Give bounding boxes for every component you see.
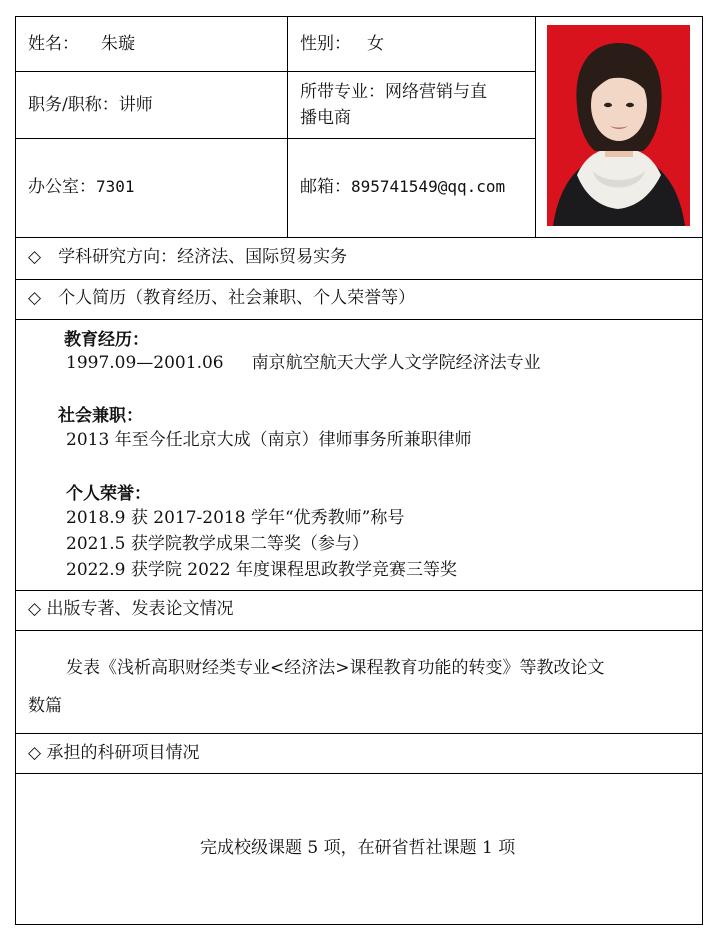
- resume-header: ◇ 个人简历（教育经历、社会兼职、个人荣誉等）: [28, 288, 416, 308]
- office-value: 7301: [96, 177, 135, 196]
- major-label: 所带专业：: [300, 82, 385, 102]
- honor-item: 2018.9 获 2017-2018 学年“优秀教师”称号: [66, 508, 405, 528]
- gender-field: [300, 31, 384, 57]
- honor-item: 2021.5 获学院教学成果二等奖（参与）: [66, 534, 369, 554]
- gender-label: 性别：: [300, 34, 351, 54]
- publications-header: ◇ 出版专著、发表论文情况: [28, 599, 234, 619]
- name-value: 朱璇: [101, 34, 135, 54]
- name-field: [28, 31, 135, 57]
- divider: [287, 17, 288, 237]
- office-label: 办公室：: [28, 177, 96, 197]
- title-field: [28, 92, 153, 118]
- title-label: 职务/职称：: [28, 95, 119, 115]
- major-field: [300, 79, 487, 131]
- divider: [16, 71, 535, 72]
- divider: [16, 590, 702, 591]
- education-heading: 教育经历：: [64, 330, 149, 350]
- email-field: [300, 174, 505, 200]
- publications-text: 发表《浅析高职财经类专业<经济法>课程教育功能的转变》等教改论文: [66, 658, 605, 678]
- honor-heading: 个人荣誉：: [66, 484, 151, 504]
- divider: [535, 17, 536, 237]
- gender-value: 女: [367, 34, 384, 54]
- divider: [16, 733, 702, 734]
- education-entry: [66, 350, 541, 376]
- portrait-icon: [547, 25, 690, 226]
- profile-table: [15, 16, 703, 925]
- divider: [16, 279, 702, 280]
- title-value: 讲师: [118, 95, 153, 115]
- projects-text: 完成校级课题 5 项，在研省哲社课题 1 项: [200, 838, 516, 858]
- email-label: 邮箱：: [300, 177, 351, 197]
- research-direction: ◇ 学科研究方向：经济法、国际贸易实务: [28, 247, 348, 267]
- office-field: [28, 174, 135, 200]
- social-item: 2013 年至今任北京大成（南京）律师事务所兼职律师: [66, 430, 472, 450]
- divider: [16, 237, 702, 238]
- honor-item: 2022.9 获学院 2022 年度课程思政教学竞赛三等奖: [66, 560, 457, 580]
- name-label: 姓名：: [28, 34, 79, 54]
- publications-text-continued: 数篇: [28, 696, 62, 716]
- projects-header: ◇ 承担的科研项目情况: [28, 743, 200, 763]
- education-detail: 南京航空航天大学人文学院经济法专业: [251, 353, 541, 373]
- divider: [16, 138, 535, 139]
- major-value-continued: 播电商: [300, 108, 351, 128]
- major-value: 网络营销与直: [385, 82, 487, 102]
- email-value: 895741549@qq.com: [351, 177, 506, 196]
- education-period: 1997.09—2001.06: [66, 353, 224, 373]
- portrait-photo: [547, 25, 690, 226]
- divider: [16, 773, 702, 774]
- social-heading: 社会兼职：: [58, 406, 143, 426]
- divider: [16, 630, 702, 631]
- divider: [16, 319, 702, 320]
